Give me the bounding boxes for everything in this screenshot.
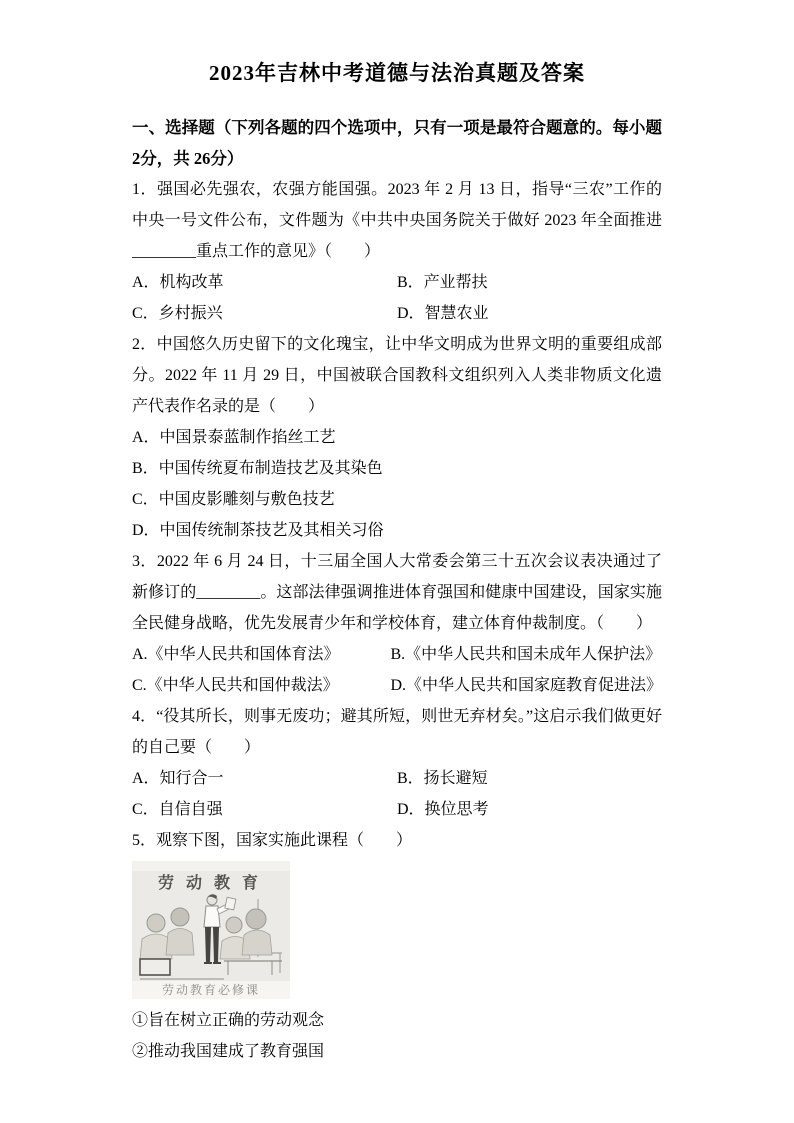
question-1-text: 1．强国必先强农，农强方能国强。2023 年 2 月 13 日，指导“三农”工作的中央一号文件公布，文件题为《中共中央国务院关于做好 2023 年全面推进________重点工作的意见》（ ）: [132, 181, 662, 260]
option-b: B．扬长避短: [397, 770, 488, 787]
option-d: D．智慧农业: [397, 305, 489, 322]
question-3-options: [132, 639, 662, 701]
question-2-text: 2．中国悠久历史留下的文化瑰宝，让中华文明成为世界文明的重要组成部分。2022 年 11 月 29 日，中国被联合国教科文组织列入人类非物质文化遗产代表作名录的是（ ）: [132, 336, 662, 415]
question-2: [132, 329, 662, 546]
option-c: C．中国皮影雕刻与敷色技艺: [132, 491, 335, 508]
option-a: A.《中华人民共和国体育法》: [132, 646, 340, 663]
statement-item-2: ②推动我国建成了教育强国: [132, 1043, 325, 1060]
blackboard-text: 劳 动 教 育: [158, 875, 263, 892]
option-b: B．产业帮扶: [397, 274, 488, 291]
option-d: D.《中华人民共和国家庭教育促进法》: [390, 677, 662, 694]
option-c: C．乡村振兴: [132, 305, 223, 322]
question-4-text: 4．“役其所长，则事无废功；避其所短，则世无弃材矣。”这启示我们做更好的自己要（ ）: [132, 708, 662, 756]
figure-caption: 劳动教育必修课: [161, 983, 261, 997]
option-d: D．中国传统制茶技艺及其相关习俗: [132, 522, 384, 539]
labor-education-figure: [132, 861, 292, 999]
option-d: D．换位思考: [397, 801, 489, 818]
classroom-sketch-image: [132, 861, 292, 999]
statement-item-1: ①旨在树立正确的劳动观念: [132, 1012, 325, 1029]
question-3: [132, 546, 662, 701]
question-5: [132, 825, 662, 1067]
question-1-options: [132, 267, 662, 329]
option-a: A．中国景泰蓝制作掐丝工艺: [132, 429, 336, 446]
option-a: A．机构改革: [132, 274, 224, 291]
option-b: B．中国传统夏布制造技艺及其染色: [132, 460, 383, 477]
option-b: B.《中华人民共和国未成年人保护法》: [390, 646, 662, 663]
question-2-options: [132, 422, 662, 546]
option-c: C.《中华人民共和国仲裁法》: [132, 677, 339, 694]
question-1: [132, 174, 662, 329]
question-5-text: 5．观察下图，国家实施此课程（ ）: [132, 832, 413, 849]
question-4-options: [132, 763, 662, 825]
question-3-text: 3．2022 年 6 月 24 日，十三届全国人大常委会第三十五次会议表决通过了新修订的________。这部法律强调推进体育强国和健康中国建设，国家实施全民健身战略，优先发展青少年和学校体育，建立体育仲裁制度。（ ）: [132, 553, 662, 632]
section-heading: 一、选择题（下列各题的四个选项中，只有一项是最符合题意的。每小题 2分，共 26分）: [132, 118, 662, 168]
document-title: 2023年吉林中考道德与法治真题及答案: [209, 61, 585, 85]
option-a: A．知行合一: [132, 770, 224, 787]
option-c: C．自信自强: [132, 801, 223, 818]
question-4: [132, 701, 662, 825]
